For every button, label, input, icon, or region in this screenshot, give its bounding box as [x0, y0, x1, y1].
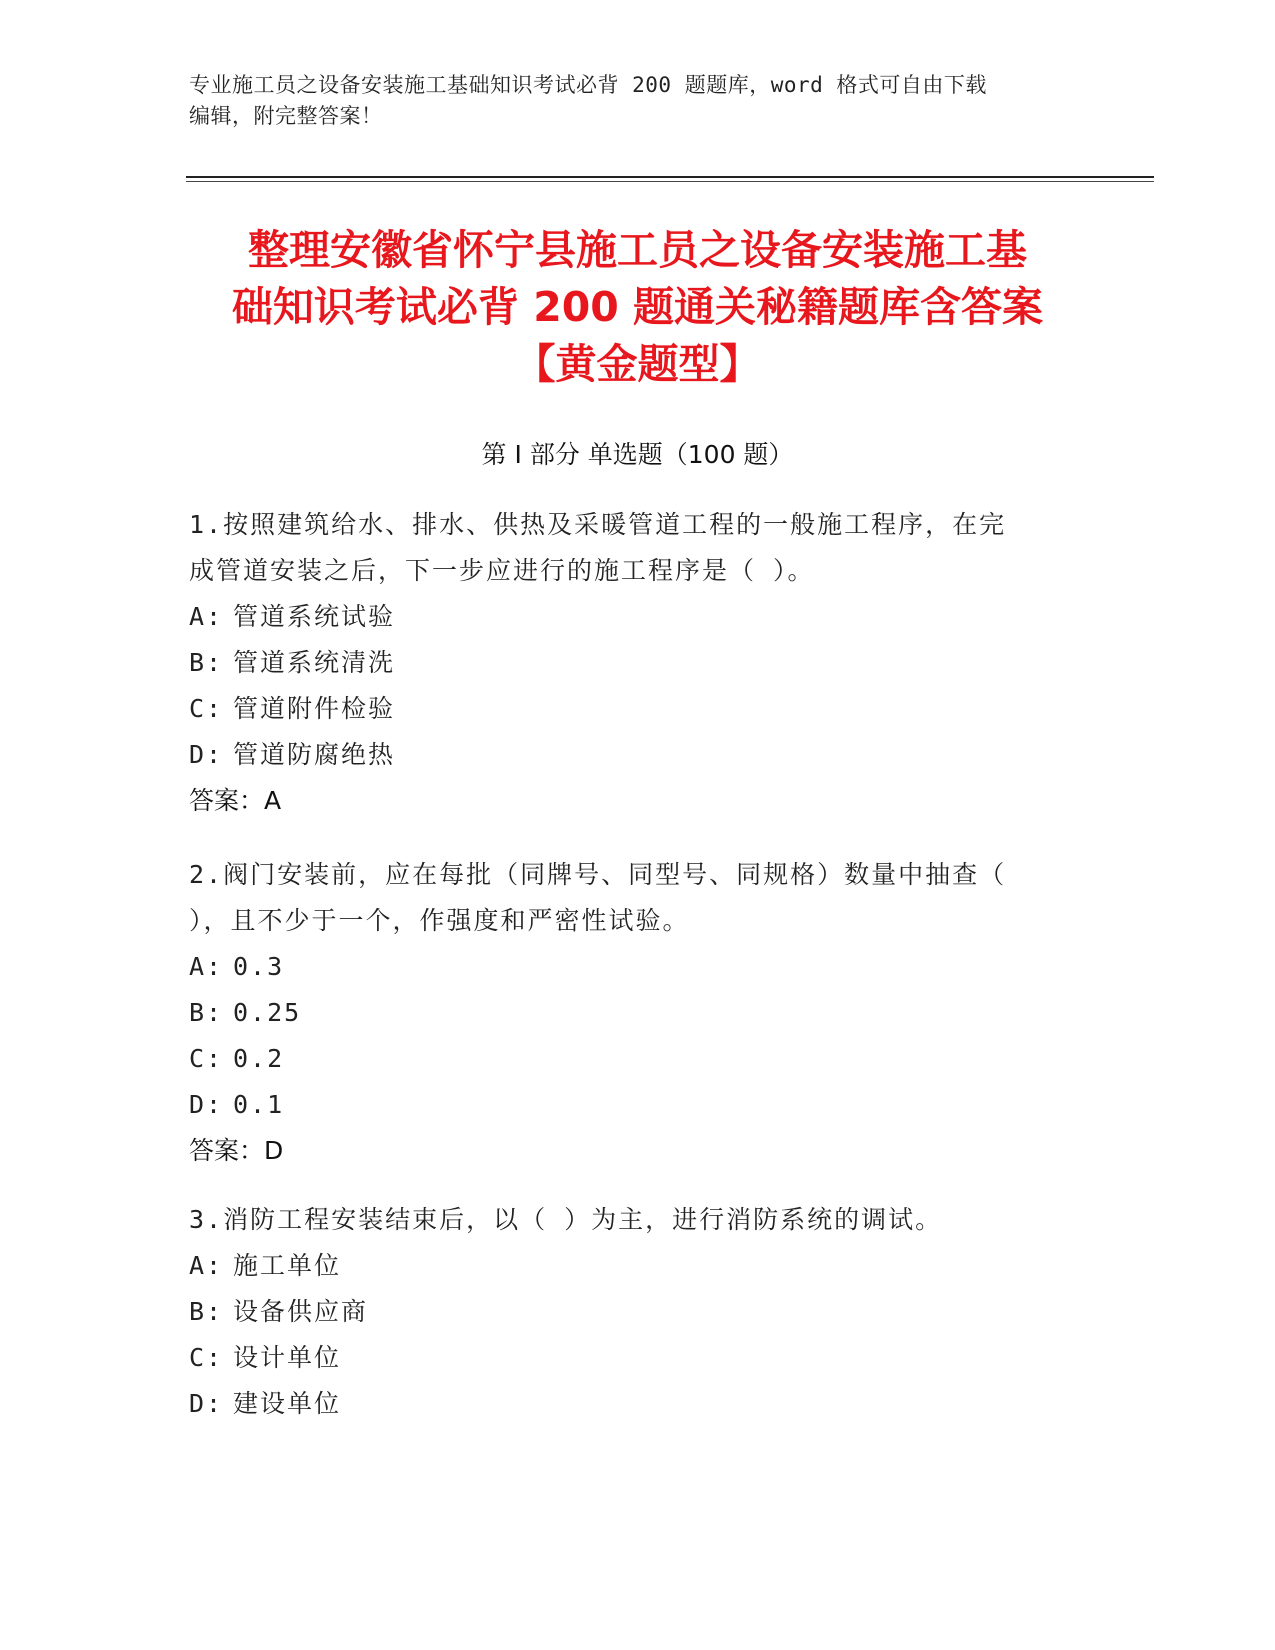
- option-letter: D:: [189, 1090, 224, 1119]
- option-c: [189, 1036, 1089, 1082]
- question-text-line: 1.按照建筑给水、排水、供热及采暖管道工程的一般施工程序，在完: [189, 510, 1007, 539]
- document-title: [150, 222, 1125, 393]
- option-letter: D:: [189, 1389, 224, 1418]
- option-letter: C:: [189, 694, 224, 723]
- option-text: 管道系统清洗: [233, 648, 396, 677]
- option-letter: B:: [189, 1297, 224, 1326]
- header-line-1: 专业施工员之设备安装施工基础知识考试必背 200 题题库，word 格式可自由下载: [189, 73, 987, 97]
- option-text: 管道防腐绝热: [233, 740, 396, 769]
- option-letter: A:: [189, 952, 224, 981]
- option-text: 管道附件检验: [233, 694, 396, 723]
- option-a: [189, 1243, 1089, 1289]
- question-text-line: 成管道安装之后，下一步应进行的施工程序是（ ）。: [189, 556, 815, 585]
- option-letter: D:: [189, 740, 224, 769]
- option-d: [189, 1381, 1089, 1427]
- option-text: 0.25: [233, 998, 302, 1027]
- section-heading: 第 I 部分 单选题（100 题）: [481, 440, 794, 469]
- question-text-line: 3.消防工程安装结束后，以（ ）为主，进行消防系统的调试。: [189, 1205, 943, 1234]
- option-a: [189, 594, 1089, 640]
- option-letter: A:: [189, 602, 224, 631]
- option-a: [189, 944, 1089, 990]
- header-line-2: 编辑，附完整答案！: [189, 104, 383, 128]
- option-letter: B:: [189, 648, 224, 677]
- question-1: [189, 502, 1089, 824]
- option-d: [189, 732, 1089, 778]
- option-b: [189, 640, 1089, 686]
- option-text: 管道系统试验: [233, 602, 396, 631]
- answer-line: 答案：D: [189, 1136, 284, 1165]
- option-b: [189, 1289, 1089, 1335]
- option-text: 设备供应商: [233, 1297, 369, 1326]
- option-text: 设计单位: [233, 1343, 342, 1372]
- header-rule-thick: [186, 176, 1154, 178]
- title-line-3: 【黄金题型】: [514, 340, 761, 388]
- question-text-line: ），且不少于一个，作强度和严密性试验。: [189, 906, 690, 935]
- option-c: [189, 1335, 1089, 1381]
- question-3: [189, 1197, 1089, 1427]
- option-text: 0.2: [233, 1044, 285, 1073]
- option-text: 0.3: [233, 952, 285, 981]
- answer-line: 答案：A: [189, 786, 282, 815]
- option-letter: B:: [189, 998, 224, 1027]
- question-text-line: 2.阀门安装前，应在每批（同牌号、同型号、同规格）数量中抽查（: [189, 860, 1007, 889]
- title-line-1: 整理安徽省怀宁县施工员之设备安装施工基: [248, 226, 1027, 274]
- option-text: 施工单位: [233, 1251, 342, 1280]
- question-2: [189, 852, 1089, 1174]
- title-line-2: 础知识考试必背 200 题通关秘籍题库含答案: [231, 283, 1044, 331]
- option-text: 建设单位: [233, 1389, 342, 1418]
- option-letter: C:: [189, 1044, 224, 1073]
- option-text: 0.1: [233, 1090, 285, 1119]
- option-c: [189, 686, 1089, 732]
- option-b: [189, 990, 1089, 1036]
- option-letter: A:: [189, 1251, 224, 1280]
- header-rule-thin: [186, 181, 1154, 182]
- option-d: [189, 1082, 1089, 1128]
- document-header: [189, 70, 1089, 132]
- option-letter: C:: [189, 1343, 224, 1372]
